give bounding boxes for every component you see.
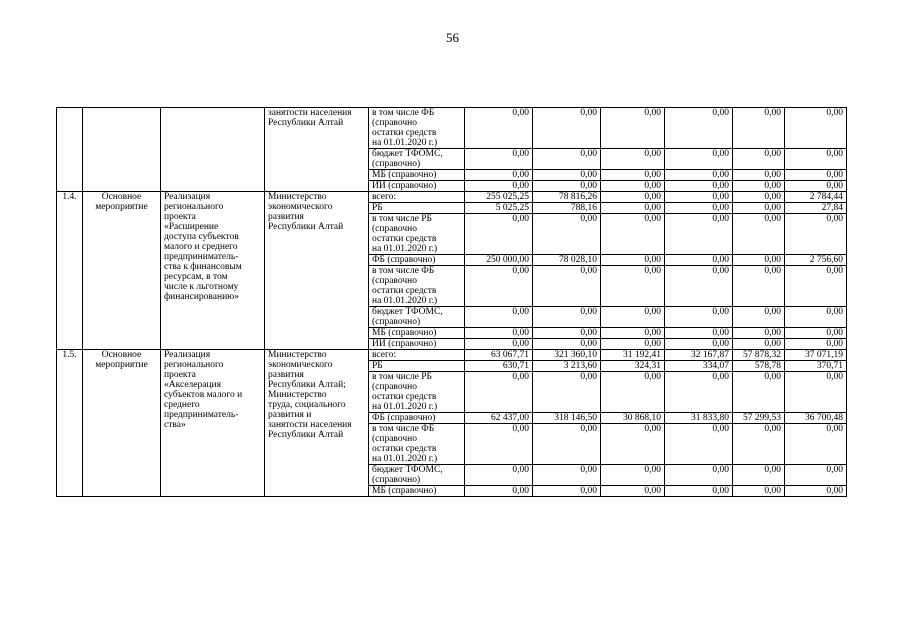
text-line: в том числе ФБ: [372, 108, 435, 118]
amount-cell: 0,00: [533, 108, 601, 149]
funding-source-cell: [369, 192, 465, 203]
amount-cell: 0,00: [785, 328, 847, 339]
amount-cell: 0,00: [733, 307, 785, 328]
text-line: финансированию»: [164, 292, 240, 302]
text-line: (справочно: [372, 224, 417, 234]
amount-cell: 0,00: [785, 149, 847, 170]
amount-cell: 0,00: [785, 170, 847, 181]
text-line: Республики Алтай;: [268, 380, 346, 390]
amount-cell: 0,00: [733, 214, 785, 255]
funding-source-cell: [369, 266, 465, 307]
amount-cell: 0,00: [785, 307, 847, 328]
text-line: в том числе РБ: [372, 372, 432, 382]
text-line: (справочно: [372, 276, 417, 286]
funding-source-cell: [369, 108, 465, 149]
amount-cell: 0,00: [665, 465, 733, 486]
text-line: мероприятие: [95, 360, 148, 370]
amount-cell: 0,00: [533, 266, 601, 307]
text-line: Реализация: [164, 192, 211, 202]
event-number-cell: [57, 108, 83, 192]
text-line: «Акселерация: [164, 380, 221, 390]
amount-cell: 0,00: [733, 149, 785, 170]
funding-source-cell: [369, 307, 465, 328]
amount-cell: 2 784,44: [785, 192, 847, 203]
amount-cell: 370,71: [785, 361, 847, 372]
amount-cell: 0,00: [785, 486, 847, 497]
text-line: «Расширение: [164, 222, 219, 232]
amount-cell: 0,00: [533, 214, 601, 255]
text-line: мероприятие: [95, 202, 148, 212]
amount-cell: 30 868,10: [601, 413, 665, 424]
text-line: предприниматель-: [164, 252, 239, 262]
amount-cell: 0,00: [665, 339, 733, 350]
text-line: труда, социального: [268, 400, 346, 410]
amount-cell: 0,00: [665, 214, 733, 255]
amount-cell: 0,00: [465, 170, 533, 181]
text-line: занятости населения: [268, 108, 352, 118]
text-line: Основное: [101, 192, 142, 202]
amount-cell: 578,78: [733, 361, 785, 372]
text-line: остатки средств: [372, 286, 437, 296]
text-line: на 01.01.2020 г.): [372, 138, 438, 148]
amount-cell: 0,00: [601, 424, 665, 465]
amount-cell: 5 025,25: [465, 203, 533, 214]
amount-cell: 32 167,87: [665, 350, 733, 361]
text-line: в том числе ФБ: [372, 266, 435, 276]
amount-cell: 62 437,00: [465, 413, 533, 424]
amount-cell: 0,00: [601, 372, 665, 413]
event-name-cell: [161, 108, 265, 192]
event-type-cell: [83, 192, 161, 350]
text-line: регионального: [164, 360, 224, 370]
amount-cell: 255 025,25: [465, 192, 533, 203]
executor-cell: [265, 108, 369, 192]
amount-cell: 0,00: [733, 465, 785, 486]
amount-cell: 0,00: [601, 266, 665, 307]
amount-cell: 0,00: [733, 328, 785, 339]
amount-cell: 0,00: [733, 203, 785, 214]
text-line: Республики Алтай: [268, 222, 344, 232]
text-line: малого и среднего: [164, 242, 238, 252]
text-line: (справочно: [372, 118, 417, 128]
amount-cell: 0,00: [465, 108, 533, 149]
amount-cell: 0,00: [785, 266, 847, 307]
text-line: всего:: [372, 350, 397, 360]
amount-cell: 0,00: [465, 339, 533, 350]
amount-cell: 57 878,32: [733, 350, 785, 361]
funding-source-cell: [369, 255, 465, 266]
text-line: ства»: [164, 420, 186, 430]
amount-cell: 0,00: [733, 486, 785, 497]
amount-cell: 0,00: [601, 214, 665, 255]
funding-source-cell: [369, 214, 465, 255]
amount-cell: 0,00: [533, 465, 601, 486]
text-line: ФБ (справочно): [372, 413, 436, 423]
text-line: в том числе ФБ: [372, 424, 435, 434]
amount-cell: 0,00: [665, 424, 733, 465]
amount-cell: 2 756,60: [785, 255, 847, 266]
amount-cell: 0,00: [665, 192, 733, 203]
text-line: остатки средств: [372, 392, 437, 402]
text-line: на 01.01.2020 г.): [372, 296, 438, 306]
table-row: [57, 108, 847, 149]
amount-cell: 0,00: [601, 307, 665, 328]
text-line: всего:: [372, 192, 397, 202]
amount-cell: 0,00: [533, 149, 601, 170]
event-number-cell: 1.4.: [57, 192, 83, 350]
amount-cell: 0,00: [533, 372, 601, 413]
text-line: (справочно): [372, 317, 421, 327]
amount-cell: 0,00: [465, 465, 533, 486]
text-line: (справочно): [372, 475, 421, 485]
amount-cell: 63 067,71: [465, 350, 533, 361]
text-line: ИИ (справочно): [372, 181, 437, 191]
amount-cell: 0,00: [733, 255, 785, 266]
budget-table: [56, 107, 847, 497]
amount-cell: 0,00: [733, 424, 785, 465]
amount-cell: 0,00: [665, 328, 733, 339]
amount-cell: 0,00: [733, 181, 785, 192]
funding-source-cell: [369, 361, 465, 372]
amount-cell: 57 299,53: [733, 413, 785, 424]
amount-cell: 0,00: [665, 372, 733, 413]
text-line: экономического: [268, 202, 333, 212]
text-line: РБ: [372, 203, 383, 213]
table-body: [57, 108, 847, 497]
amount-cell: 0,00: [785, 424, 847, 465]
amount-cell: 0,00: [533, 181, 601, 192]
table-row: [57, 192, 847, 203]
amount-cell: 78 028,10: [533, 255, 601, 266]
text-line: развития и: [268, 410, 312, 420]
funding-source-cell: [369, 372, 465, 413]
amount-cell: 0,00: [733, 339, 785, 350]
text-line: экономического: [268, 360, 333, 370]
funding-source-cell: [369, 203, 465, 214]
amount-cell: 318 146,50: [533, 413, 601, 424]
text-line: остатки средств: [372, 234, 437, 244]
amount-cell: 31 192,41: [601, 350, 665, 361]
text-line: среднего: [164, 400, 200, 410]
amount-cell: 0,00: [665, 170, 733, 181]
amount-cell: 0,00: [465, 486, 533, 497]
amount-cell: 0,00: [665, 181, 733, 192]
amount-cell: 0,00: [601, 181, 665, 192]
text-line: бюджет ТФОМС,: [372, 149, 443, 159]
amount-cell: 27,84: [785, 203, 847, 214]
amount-cell: 0,00: [733, 266, 785, 307]
text-line: (справочно: [372, 382, 417, 392]
text-line: Реализация: [164, 350, 211, 360]
amount-cell: 0,00: [601, 339, 665, 350]
text-line: Министерство: [268, 350, 327, 360]
amount-cell: 0,00: [785, 108, 847, 149]
amount-cell: 0,00: [601, 465, 665, 486]
amount-cell: 0,00: [533, 424, 601, 465]
amount-cell: 0,00: [665, 307, 733, 328]
amount-cell: 0,00: [665, 149, 733, 170]
amount-cell: 0,00: [601, 108, 665, 149]
funding-source-cell: [369, 350, 465, 361]
amount-cell: 0,00: [465, 149, 533, 170]
amount-cell: 36 700,48: [785, 413, 847, 424]
funding-source-cell: [369, 328, 465, 339]
text-line: остатки средств: [372, 444, 437, 454]
amount-cell: 0,00: [465, 328, 533, 339]
text-line: остатки средств: [372, 128, 437, 138]
amount-cell: 0,00: [733, 170, 785, 181]
text-line: (справочно): [372, 159, 421, 169]
executor-cell: [265, 192, 369, 350]
text-line: предприниматель-: [164, 410, 239, 420]
text-line: развития: [268, 370, 304, 380]
amount-cell: 0,00: [733, 192, 785, 203]
text-line: проекта: [164, 370, 196, 380]
amount-cell: 3 213,60: [533, 361, 601, 372]
funding-source-cell: [369, 149, 465, 170]
text-line: занятости населения: [268, 420, 352, 430]
funding-source-cell: [369, 465, 465, 486]
table-row: [57, 350, 847, 361]
event-name-cell: [161, 192, 265, 350]
text-line: ства к финансовым: [164, 262, 242, 272]
text-line: проекта: [164, 212, 196, 222]
text-line: на 01.01.2020 г.): [372, 244, 438, 254]
text-line: бюджет ТФОМС,: [372, 307, 443, 317]
amount-cell: 0,00: [465, 214, 533, 255]
amount-cell: 0,00: [465, 424, 533, 465]
text-line: на 01.01.2020 г.): [372, 454, 438, 464]
amount-cell: 250 000,00: [465, 255, 533, 266]
text-line: ИИ (справочно): [372, 339, 437, 349]
amount-cell: 0,00: [465, 372, 533, 413]
event-type-cell: [83, 108, 161, 192]
amount-cell: 321 360,10: [533, 350, 601, 361]
text-line: Республики Алтай: [268, 430, 344, 440]
funding-source-cell: [369, 486, 465, 497]
amount-cell: 0,00: [665, 486, 733, 497]
funding-source-cell: [369, 339, 465, 350]
amount-cell: 0,00: [733, 372, 785, 413]
text-line: числе к льготному: [164, 282, 239, 292]
amount-cell: 0,00: [601, 170, 665, 181]
text-line: (справочно: [372, 434, 417, 444]
event-name-cell: [161, 350, 265, 497]
amount-cell: 788,16: [533, 203, 601, 214]
text-line: доступа субъектов: [164, 232, 239, 242]
amount-cell: 0,00: [785, 465, 847, 486]
amount-cell: 37 071,19: [785, 350, 847, 361]
text-line: МБ (справочно): [372, 170, 437, 180]
amount-cell: 0,00: [533, 170, 601, 181]
amount-cell: 0,00: [533, 339, 601, 350]
amount-cell: 0,00: [785, 181, 847, 192]
text-line: МБ (справочно): [372, 486, 437, 496]
funding-source-cell: [369, 181, 465, 192]
amount-cell: 0,00: [785, 214, 847, 255]
text-line: бюджет ТФОМС,: [372, 465, 443, 475]
amount-cell: 0,00: [533, 328, 601, 339]
text-line: Министерство: [268, 390, 327, 400]
event-number-cell: 1.5.: [57, 350, 83, 497]
amount-cell: 0,00: [601, 149, 665, 170]
text-line: развития: [268, 212, 304, 222]
amount-cell: 78 816,26: [533, 192, 601, 203]
amount-cell: 0,00: [601, 486, 665, 497]
amount-cell: 334,07: [665, 361, 733, 372]
amount-cell: 0,00: [665, 203, 733, 214]
text-line: субъектов малого и: [164, 390, 243, 400]
funding-source-cell: [369, 413, 465, 424]
text-line: РБ: [372, 361, 383, 371]
text-line: Основное: [101, 350, 142, 360]
amount-cell: 0,00: [601, 203, 665, 214]
text-line: Республики Алтай: [268, 118, 344, 128]
amount-cell: 0,00: [465, 266, 533, 307]
amount-cell: 31 833,80: [665, 413, 733, 424]
amount-cell: 0,00: [465, 307, 533, 328]
text-line: Министерство: [268, 192, 327, 202]
text-line: ресурсам, в том: [164, 272, 228, 282]
amount-cell: 0,00: [733, 108, 785, 149]
amount-cell: 0,00: [465, 181, 533, 192]
funding-source-cell: [369, 170, 465, 181]
event-type-cell: [83, 350, 161, 497]
funding-source-cell: [369, 424, 465, 465]
amount-cell: 0,00: [785, 372, 847, 413]
amount-cell: 0,00: [665, 266, 733, 307]
text-line: в том числе РБ: [372, 214, 432, 224]
text-line: ФБ (справочно): [372, 255, 436, 265]
amount-cell: 0,00: [665, 108, 733, 149]
amount-cell: 0,00: [533, 307, 601, 328]
executor-cell: [265, 350, 369, 497]
text-line: регионального: [164, 202, 224, 212]
amount-cell: 0,00: [601, 328, 665, 339]
amount-cell: 0,00: [533, 486, 601, 497]
amount-cell: 630,71: [465, 361, 533, 372]
amount-cell: 0,00: [665, 255, 733, 266]
amount-cell: 324,31: [601, 361, 665, 372]
amount-cell: 0,00: [601, 255, 665, 266]
text-line: на 01.01.2020 г.): [372, 402, 438, 412]
text-line: МБ (справочно): [372, 328, 437, 338]
amount-cell: 0,00: [601, 192, 665, 203]
page-number: 56: [446, 30, 459, 45]
amount-cell: 0,00: [785, 339, 847, 350]
